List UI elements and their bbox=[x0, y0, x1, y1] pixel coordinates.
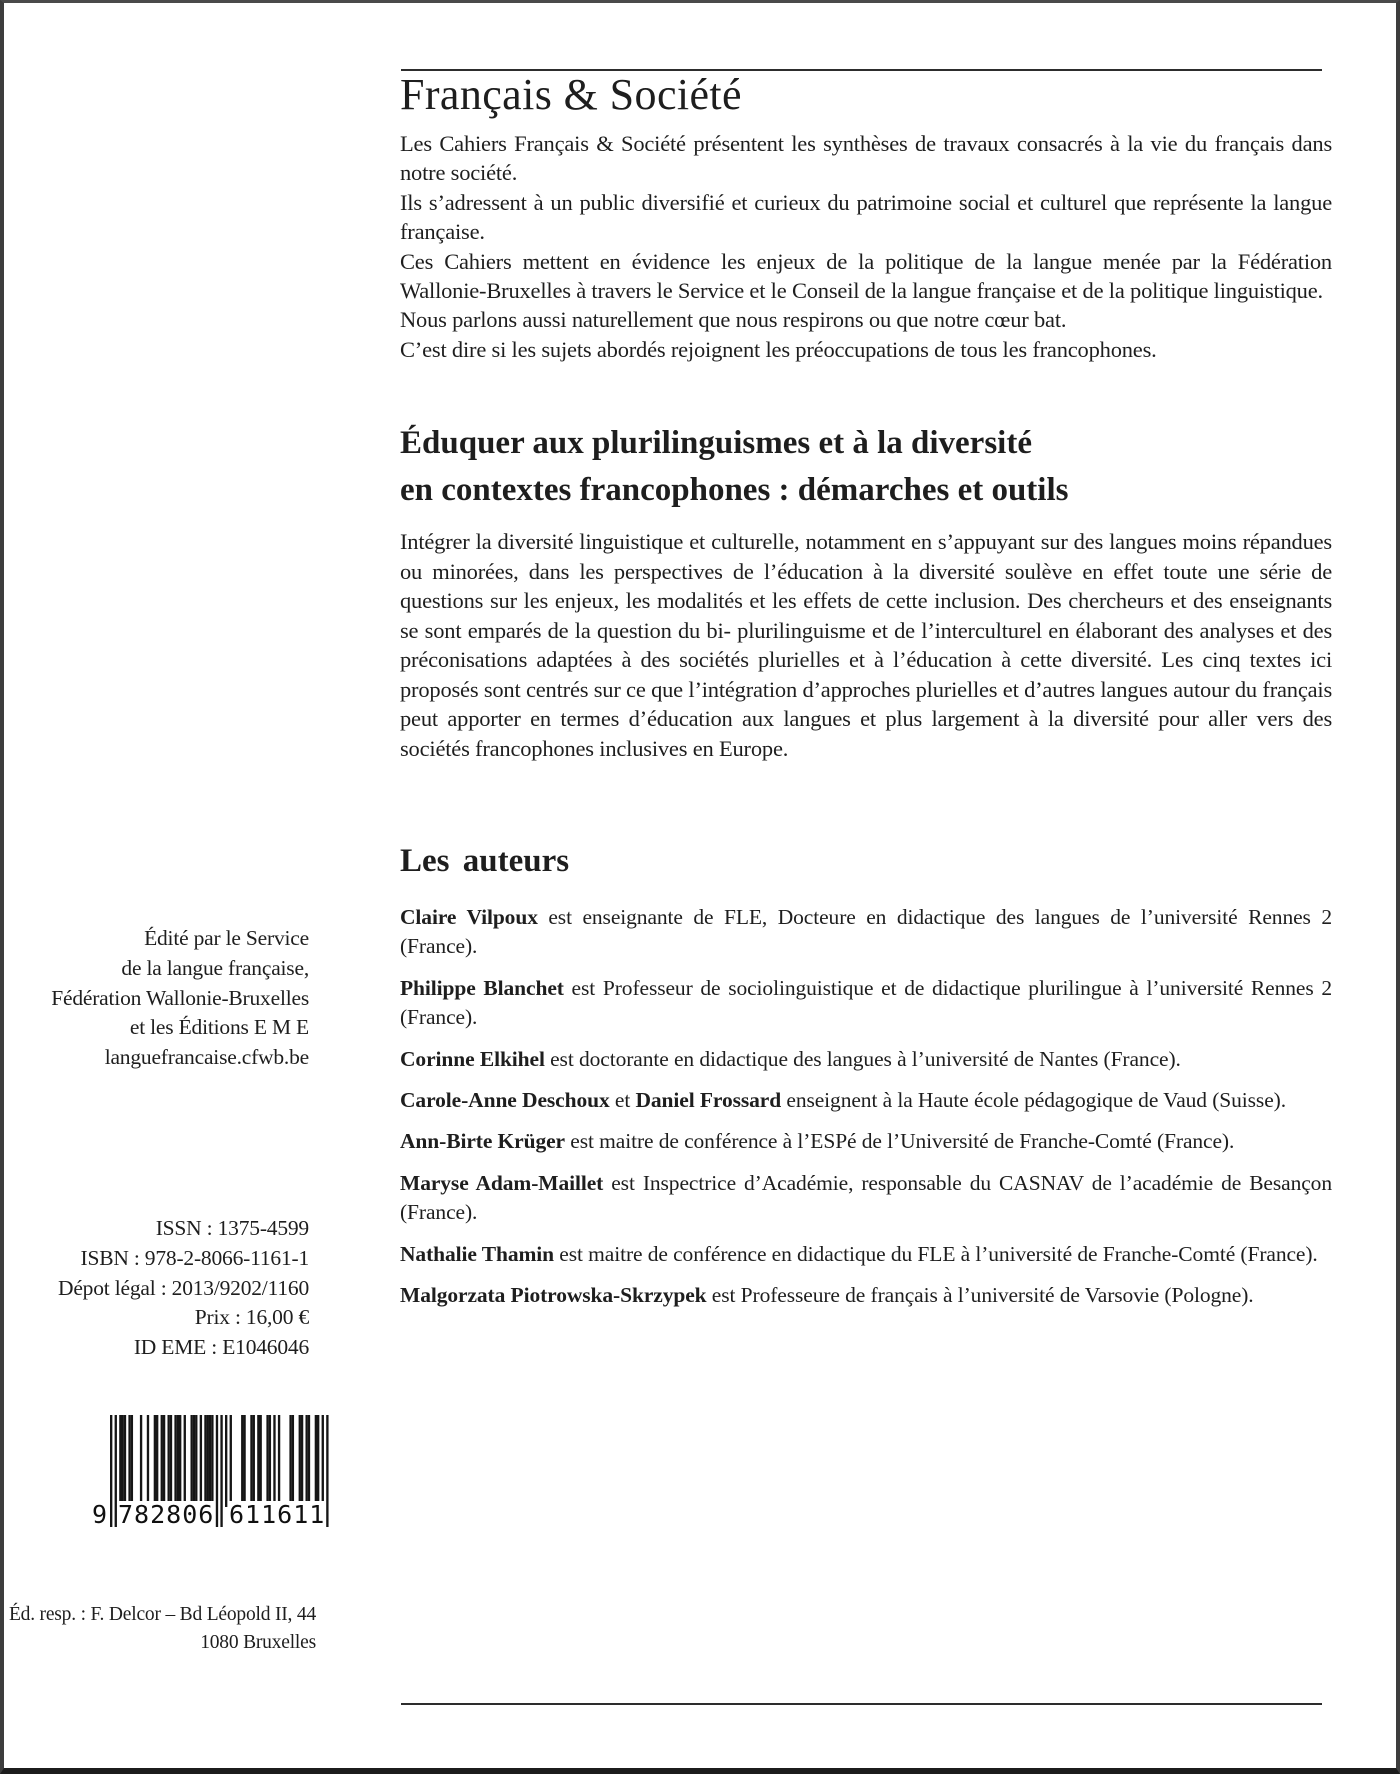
author-entry bbox=[400, 903, 1332, 962]
author-name: Carole-Anne Deschoux bbox=[400, 1088, 610, 1113]
book-title-line: Éduquer aux plurilinguismes et à la diversité bbox=[400, 425, 1032, 461]
author-name-secondary: Daniel Frossard bbox=[635, 1088, 782, 1113]
intro-paragraph: Nous parlons aussi naturellement que nous respirons ou que notre cœur bat. bbox=[400, 307, 1067, 333]
author-description: est maitre de conférence à l’ESPé de l’Université de Franche-Comté (France). bbox=[565, 1129, 1235, 1154]
legal-deposit-line: Dépot légal : 2013/9202/1160 bbox=[58, 1275, 309, 1300]
author-description: est doctorante en didactique des langues à l’université de Nantes (France). bbox=[544, 1046, 1181, 1071]
isbn-line: ISBN : 978-2-8066-1161-1 bbox=[80, 1245, 309, 1270]
publisher-line: Édité par le Service bbox=[144, 926, 309, 950]
series-description bbox=[400, 129, 1332, 364]
publisher-line: de la langue française, bbox=[121, 955, 309, 980]
intro-paragraph: Ces Cahiers mettent en évidence les enjeux de la politique de la langue menée par la Fédération Wallonie-Bruxelles à travers le Service et le Conseil de la langue française et de la politique linguistique. bbox=[400, 248, 1332, 304]
authors-list bbox=[400, 903, 1332, 1322]
author-entry bbox=[400, 1169, 1332, 1228]
author-description: est enseignante de FLE, Docteure en didactique des langues de l’université Rennes 2 (France). bbox=[400, 905, 1332, 959]
publisher-line: Fédération Wallonie-Bruxelles bbox=[51, 985, 309, 1010]
author-name: Corinne Elkihel bbox=[400, 1046, 545, 1071]
publisher-website: languefrancaise.cfwb.be bbox=[104, 1045, 309, 1070]
authors-heading: Les auteurs bbox=[400, 843, 570, 879]
author-entry bbox=[400, 974, 1332, 1033]
author-description: est Professeure de français à l’université de Varsovie (Pologne). bbox=[706, 1283, 1254, 1308]
author-entry bbox=[400, 1045, 1332, 1074]
author-name: Ann-Birte Krüger bbox=[400, 1129, 565, 1154]
book-title-line: en contextes francophones : démarches et outils bbox=[400, 472, 1069, 508]
author-description: est Professeur de sociolinguistique et de didactique plurilingue à l’université Rennes 2 (France). bbox=[400, 975, 1332, 1030]
intro-paragraph: C’est dire si les sujets abordés rejoignent les préoccupations de tous les francophones. bbox=[400, 336, 1157, 362]
author-name: Claire Vilpoux bbox=[400, 905, 538, 929]
eme-id-line: ID EME : E1046046 bbox=[133, 1335, 309, 1360]
author-entry bbox=[400, 1127, 1332, 1156]
price-line: Prix : 16,00 € bbox=[194, 1305, 309, 1330]
author-description: enseignent à la Haute école pédagogique de Vaud (Suisse). bbox=[781, 1088, 1286, 1113]
author-separator: et bbox=[609, 1088, 636, 1113]
author-name: Maryse Adam-Maillet bbox=[400, 1170, 604, 1195]
intro-paragraph: Les Cahiers Français & Société présentent les synthèses de travaux consacrés à la vie du français dans notre société. bbox=[400, 131, 1332, 186]
publisher-line: et les Éditions E M E bbox=[129, 1015, 309, 1040]
intro-paragraph: Ils s’adressent à un public diversifié et curieux du patrimoine social et culturel que représente la langue française. bbox=[400, 189, 1332, 245]
author-entry bbox=[400, 1240, 1332, 1269]
responsible-editor-city: 1080 Bruxelles bbox=[200, 1631, 316, 1653]
author-name: Nathalie Thamin bbox=[400, 1241, 555, 1266]
barcode-digit-first: 9 bbox=[92, 1500, 108, 1529]
barcode-digits-right: 611611 bbox=[229, 1500, 326, 1529]
publication-identifiers bbox=[58, 1214, 309, 1363]
issn-line: ISSN : 1375-4599 bbox=[155, 1216, 309, 1240]
series-title: Français & Société bbox=[400, 70, 742, 119]
author-description: est Inspectrice d’Académie, responsable du CASNAV de l’académie de Besançon (France). bbox=[400, 1170, 1332, 1225]
book-title bbox=[400, 420, 1068, 514]
book-summary: Intégrer la diversité linguistique et culturelle, notamment en s’appuyant sur des langues moins répandues ou minorées, dans les perspectives de l’éducation à la diversité soulève en effet toute une série de questions sur les enjeux, les modalités et les effets de cette inclusion. Des chercheurs et des enseignants se sont emparés de la question du bi- plurilinguisme et de l’interculturel en élaborant des analyses et des préconisations adaptées à des sociétés plurielles et à l’éducation à cette diversité. Les cinq textes ici proposés sont centrés sur ce que l’intégration d’approches plurielles et d’autres langues autour du français peut apporter en termes d’éducation aux langues et plus largement à la diversité pour aller vers des sociétés francophones inclusives en Europe. bbox=[400, 529, 1332, 761]
author-name: Malgorzata Piotrowska-Skrzypek bbox=[400, 1283, 707, 1308]
publisher-info bbox=[51, 924, 309, 1073]
author-entry bbox=[400, 1086, 1332, 1115]
responsible-editor-line: Éd. resp. : F. Delcor – Bd Léopold II, 44 bbox=[8, 1604, 316, 1625]
barcode-digits-left: 782806 bbox=[118, 1500, 215, 1529]
author-name: Philippe Blanchet bbox=[400, 975, 564, 1000]
responsible-editor bbox=[9, 1601, 316, 1656]
barcode bbox=[92, 1415, 330, 1537]
author-entry bbox=[400, 1281, 1332, 1310]
main-column bbox=[400, 3, 1332, 1768]
author-description: est maitre de conférence en didactique du FLE à l’université de Franche-Comté (France). bbox=[554, 1241, 1318, 1266]
bottom-rule bbox=[401, 1703, 1322, 1705]
